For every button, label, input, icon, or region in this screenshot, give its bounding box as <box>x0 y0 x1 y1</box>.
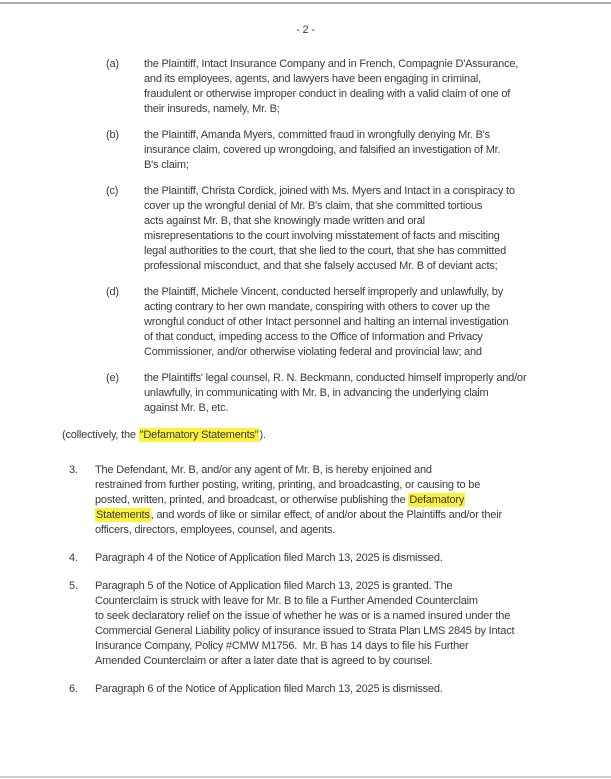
paragraph-text: The Defendant, Mr. B, and/or any agent of Mr. B, is hereby enjoined and restrained from further posting, writing, printing, and broadcasting, or causing to be posted, written, printed, and broadcast, or otherwise publishing the Defamatory Statements, and words of like or similar effect, of and/or about the Plaintiffs and/or their officers, directors, employees, counsel, and agents. <box>95 464 502 536</box>
list-item-a <box>0 57 611 117</box>
paragraph-number: 5. <box>69 580 78 592</box>
list-item-text: the Plaintiff, Intact Insurance Company and in French, Compagnie D'Assurance, and its employees, agents, and lawyers have been engaging in criminal, fraudulent or otherwise improper conduct in dealing with a valid claim of one of their insureds, namely, Mr. B; <box>144 58 519 115</box>
paragraph-number: 4. <box>69 552 78 564</box>
numbered-paragraph-5 <box>0 579 611 669</box>
numbered-paragraph-4 <box>0 551 611 566</box>
collective-definition-line: (collectively, the "Defamatory Statements"). <box>62 429 266 441</box>
page-top-edge-line <box>0 2 611 4</box>
list-item-e <box>0 371 611 416</box>
page-number: - 2 - <box>296 24 315 36</box>
numbered-paragraph-6 <box>0 682 611 697</box>
list-item-label: (a) <box>106 58 119 70</box>
list-item-label: (c) <box>106 185 119 197</box>
paragraph-text: Paragraph 5 of the Notice of Application filed March 13, 2025 is granted. The Counterclaim is struck with leave for Mr. B to file a Further Amended Counterclaim to seek declaratory relief on the issue of whether he was or is a named insured under the Commercial General Liability policy of insurance issued to Strata Plan LMS 2845 by Intact Insurance Company, Policy #CMW M1756. Mr. B has 14 days to file his Further Amended Counterclaim or after a later date that is agreed to by counsel. <box>95 580 515 667</box>
highlighted-text: "Defamatory Statements" <box>139 429 259 441</box>
paragraph-text: Paragraph 6 of the Notice of Application filed March 13, 2025 is dismissed. <box>95 683 443 695</box>
list-item-text: the Plaintiff, Amanda Myers, committed fraud in wrongfully denying Mr. B's insurance claim, covered up wrongdoing, and falsified an investigation of Mr. B's claim; <box>144 129 501 171</box>
list-item-text: the Plaintiff, Christa Cordick, joined with Ms. Myers and Intact in a conspiracy to cover up the wrongful denial of Mr. B's claim, that she committed tortious acts against Mr. B, that she knowingly made written and oral misrepresentations to the court involving misstatement of facts and misciting legal authorities to the court, that she lied to the court, that she has committed professional misconduct, and that she falsely accused Mr. B of deviant acts; <box>144 185 515 272</box>
list-item-label: (e) <box>106 372 119 384</box>
list-item-label: (d) <box>106 286 119 298</box>
paragraph-number: 3. <box>69 464 78 476</box>
list-item-d <box>0 285 611 360</box>
page-bottom-edge-line <box>0 776 611 778</box>
paragraph-number: 6. <box>69 683 78 695</box>
defamatory-statements-sublist <box>0 57 611 416</box>
list-item-b <box>0 128 611 173</box>
list-item-c <box>0 184 611 274</box>
list-item-text: the Plaintiffs' legal counsel, R. N. Beckmann, conducted himself improperly and/or unlawfully, in communicating with Mr. B, in advancing the underlying claim against Mr. B, etc. <box>144 372 527 414</box>
highlighted-text: Defamatory Statements <box>96 494 465 521</box>
order-paragraphs <box>0 463 611 697</box>
numbered-paragraph-3 <box>0 463 611 538</box>
list-item-label: (b) <box>106 129 119 141</box>
list-item-text: the Plaintiff, Michele Vincent, conducted herself improperly and unlawfully, by acting contrary to her own mandate, conspiring with others to cover up the wrongful conduct of other Intact personnel and halting an internal investigation of that conduct, impeding access to the Office of Information and Privacy Commissioner, and/or otherwise violating federal and provincial law; and <box>144 286 509 358</box>
paragraph-text: Paragraph 4 of the Notice of Application filed March 13, 2025 is dismissed. <box>95 552 443 564</box>
